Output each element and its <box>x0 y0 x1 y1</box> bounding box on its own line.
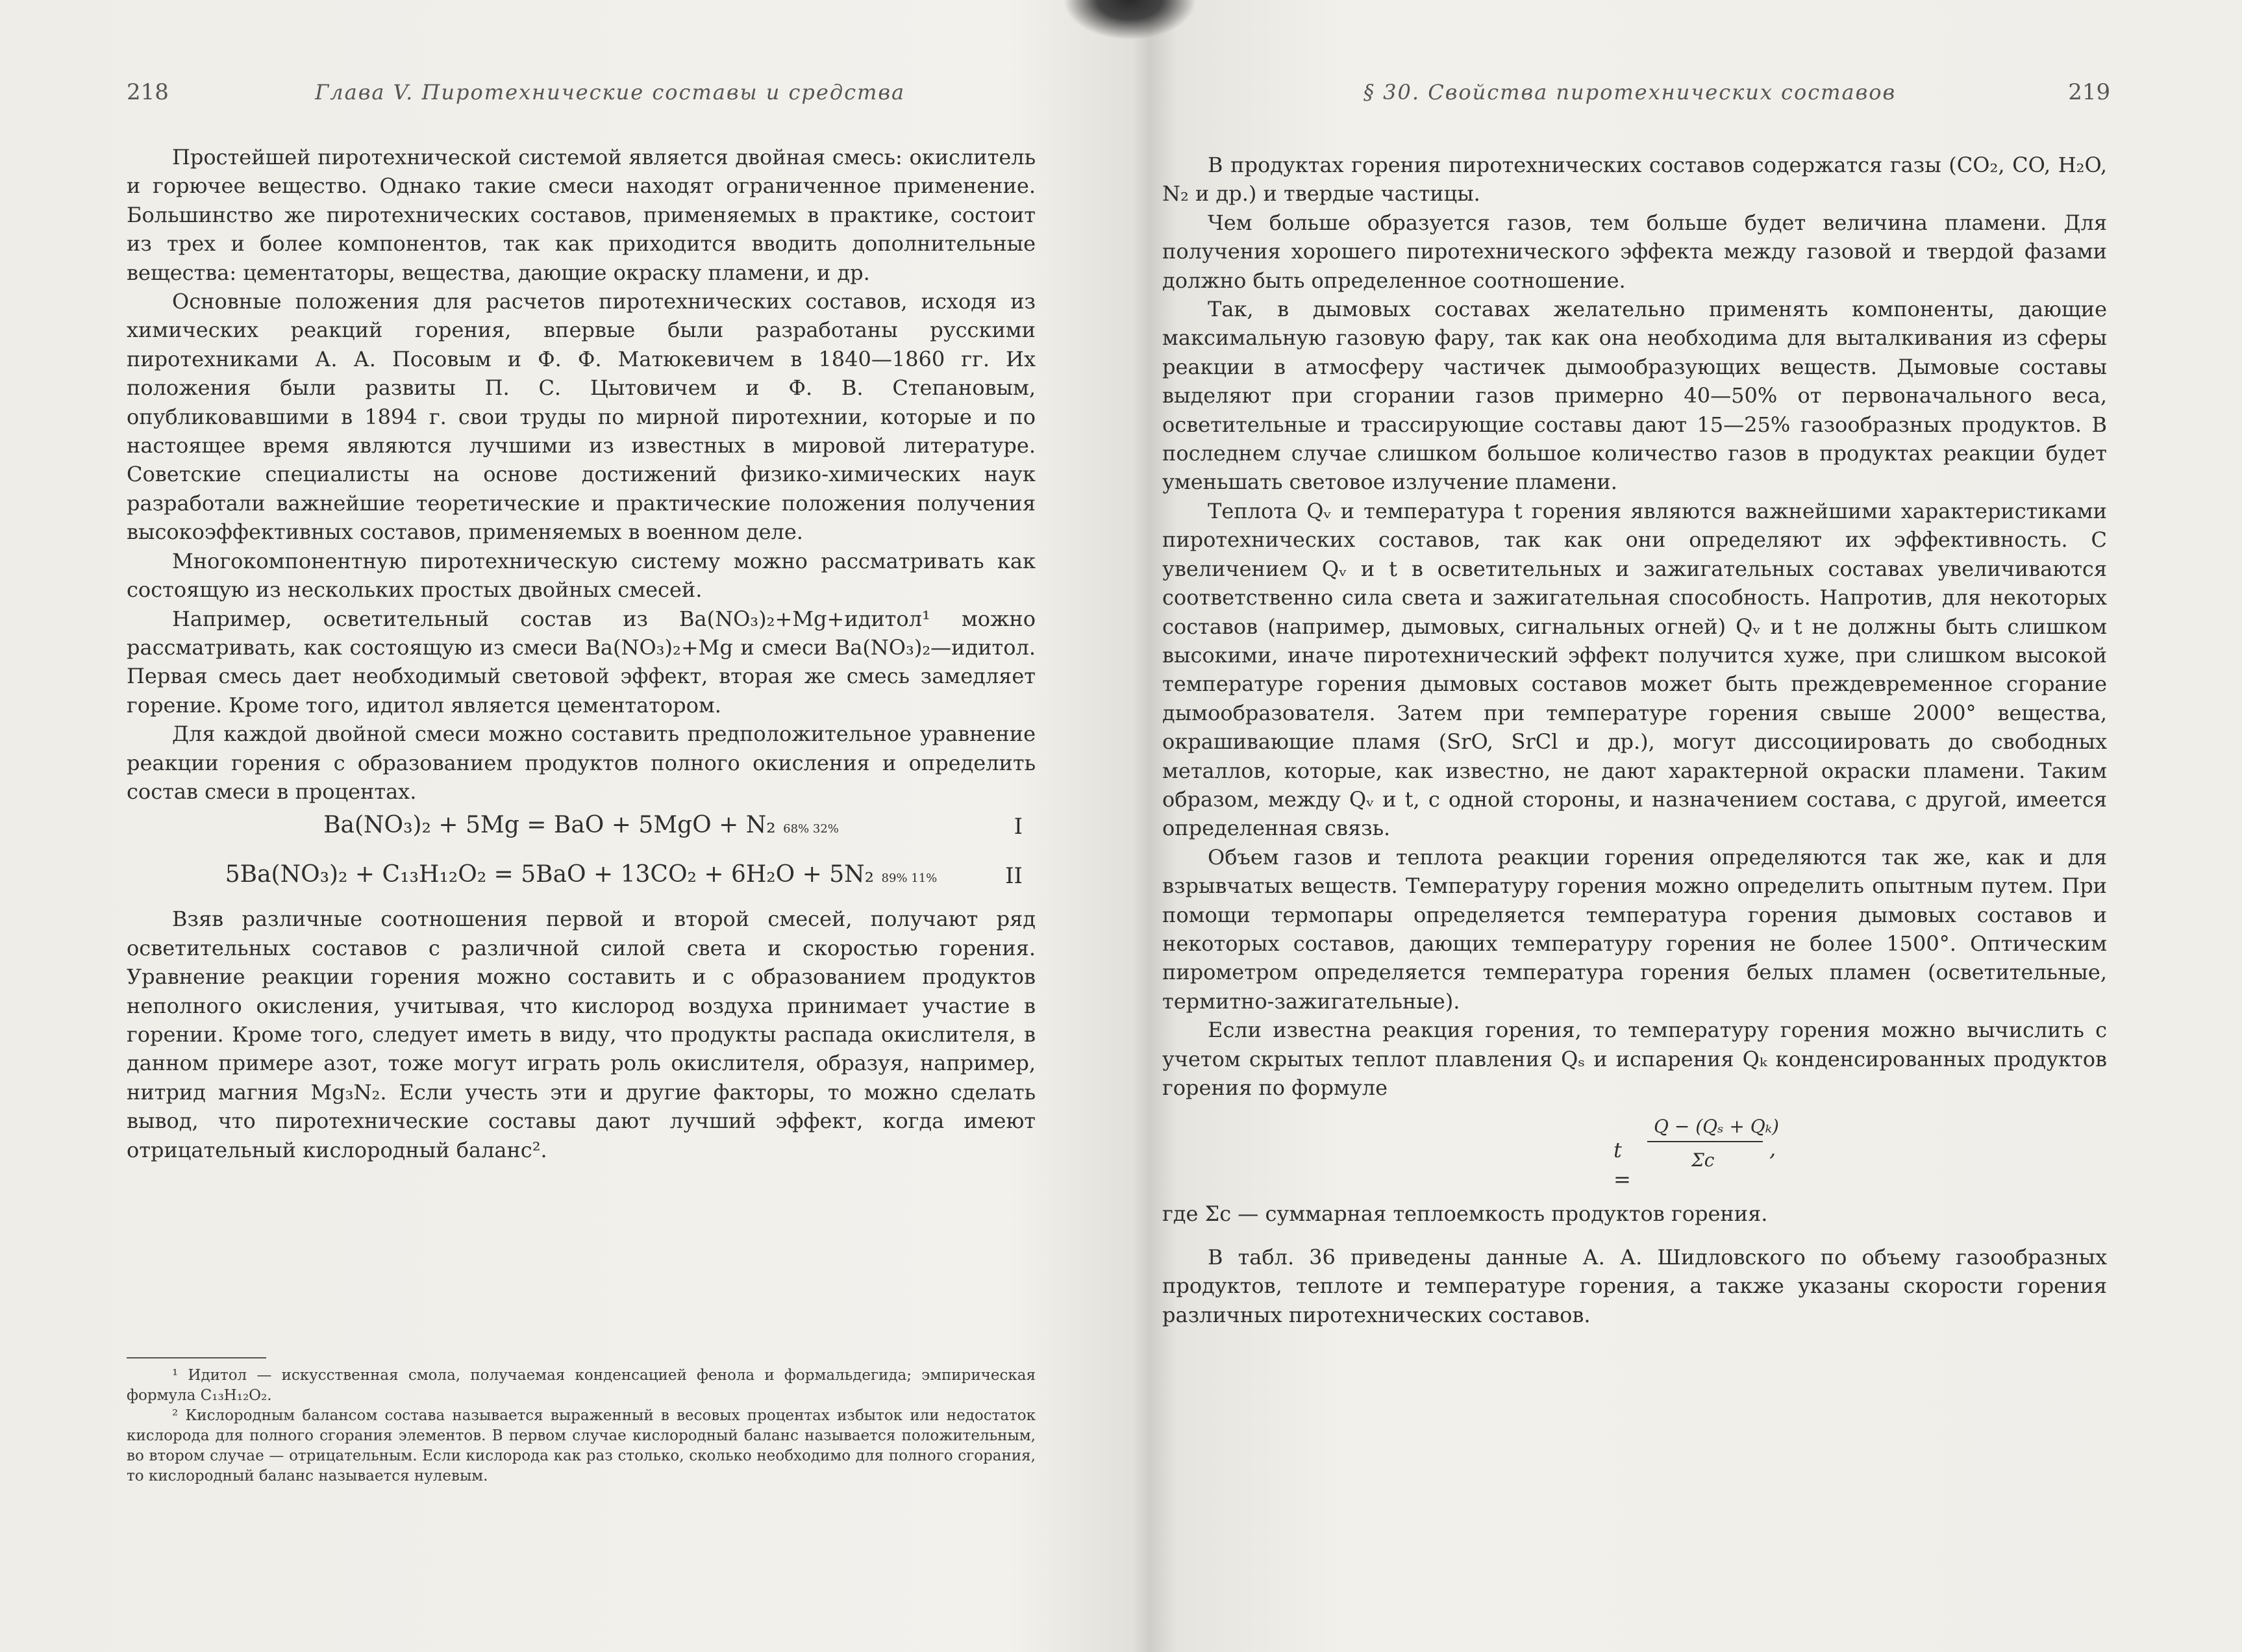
paragraph: Объем газов и теплота реакции горения определяются так же, как и для взрывчатых веществ. Температуру горения можно определить опытным путем. При помощи термопары определяется температура горения дымовых составов и некоторых составов, дающих температуру горения не более 1500°. Оптическим пирометром определяется температура горения белых пламен (осветительные, термитно-зажигательные). <box>1162 844 2107 1014</box>
paragraph: Например, осветительный состав из Ba(NO₃)₂+Mg+идитол¹ можно рассматривать, как состоящую из смеси Ba(NO₃)₂+Mg и смеси Ba(NO₃)₂—идитол. Первая смесь дает необходимый световой эффект, вторая же смесь замедляет горение. Кроме того, идитол является цементатором. <box>127 606 1036 718</box>
equation-label: II <box>1005 863 1023 890</box>
formula-denominator: Σc <box>1691 1149 1715 1171</box>
left-chapter-title: Глава V. Пиротехнические составы и средства <box>315 80 906 105</box>
right-running-head <box>1364 79 2110 105</box>
footnote-2: ² Кислородным балансом состава называется выраженный в весовых процентах избыток или недостаток кислорода для полного сгорания элементов. В первом случае кислородный баланс называется положительным, во втором случае — отрицательным. Если кислорода как раз столько, сколько необходимо для полного сгорания, то кислородный баланс называется нулевым. <box>127 1407 1036 1484</box>
formula-lhs: t = <box>1613 1138 1631 1192</box>
paragraph: Многокомпонентную пиротехническую систему можно рассматривать как состоящую из нескольких простых двойных смесей. <box>127 548 1036 603</box>
paragraph: Основные положения для расчетов пиротехнических составов, исходя из химических реакций горения, впервые были разработаны русскими пиротехниками А. А. Посовым и Ф. Ф. Матюкевичем в 1840—1860 гг. Их положения были развиты П. С. Цытовичем и Ф. В. Степановым, опубликовавшими в 1894 г. свои труды по мирной пиротехнии, которые и по настоящее время являются лучшими из известных в мировой литературе. Советские специалисты на основе достижений физико-химических наук разработали важнейшие теоретические и практические положения получения высокоэффективных составов, применяемых в военном деле. <box>127 289 1036 545</box>
paragraph: Простейшей пиротехнической системой является двойная смесь: окислитель и горючее вещество. Однако такие смеси находят ограниченное применение. Большинство же пиротехнических составов, применяемых в практике, состоит из трех и более компонентов, так как приходится вводить дополнительные вещества: цементаторы, вещества, дающие окраску пламени, и др. <box>127 145 1036 285</box>
paragraph: Если известна реакция горения, то температуру горения можно вычислить с учетом скрытых теплот плавления Qₛ и испарения Qₖ конденсированных продуктов горения по формуле <box>1162 1018 2107 1100</box>
equation-percents: 89% 11% <box>881 871 938 886</box>
equation-percents: 68% 32% <box>783 822 839 836</box>
paragraph: Так, в дымовых составах желательно применять компоненты, дающие максимальную газовую фару, так как она необходима для выталкивания из сферы реакции в атмосферу частичек дымообразующих веществ. Дымовые составы выделяют при сгорании газов примерно 40—50% от первоначального веса, осветительные и трассирующие составы дают 15—25% газообразных продуктов. В последнем случае слишком большое количество газов в продуктах реакции будет уменьшать световое излучение пламени. <box>1162 297 2107 495</box>
fraction-bar <box>1647 1141 1763 1142</box>
paragraph: В продуктах горения пиротехнических составов содержатся газы (CO₂, CO, H₂O, N₂ и др.) и твердые частицы. <box>1162 153 2107 206</box>
equation-text: 5Ba(NO₃)₂ + C₁₃H₁₂O₂ = 5BaO + 13CO₂ + 6H₂O + 5N₂ <box>225 861 875 888</box>
equation-text: Ba(NO₃)₂ + 5Mg = BaO + 5MgO + N₂ <box>323 812 776 839</box>
right-text-column <box>1162 151 2107 1329</box>
footnote-1: ¹ Идитол — искусственная смола, получаемая конденсацией фенола и формальдегида; эмпирическая формула C₁₃H₁₂O₂. <box>127 1367 1036 1404</box>
temperature-formula <box>1162 1102 2107 1199</box>
right-page-number: 219 <box>2068 79 2111 105</box>
footnotes <box>127 1366 1036 1486</box>
left-text-column <box>127 143 1036 1164</box>
where-line: где Σc — суммарная теплоемкость продуктов горения. <box>1162 1201 1768 1227</box>
paragraph: В табл. 36 приведены данные А. А. Шидловского по объему газообразных продуктов, теплоте и температуре горения, а также указаны скорости горения различных пиротехнических составов. <box>1162 1244 2107 1327</box>
equation-ii <box>127 855 1036 905</box>
right-section-title: § 30. Свойства пиротехнических составов <box>1364 80 1897 105</box>
left-page-number: 218 <box>127 79 169 105</box>
paragraph: Для каждой двойной смеси можно составить предположительное уравнение реакции горения с образованием продуктов полного окисления и определить состав смеси в процентах. <box>127 721 1036 804</box>
left-page <box>0 0 1104 1652</box>
paragraph: Взяв различные соотношения первой и второй смесей, получают ряд осветительных составов с различной силой света и скоростью горения. Уравнение реакции горения можно составить и с образованием продуктов неполного окисления, учитывая, что кислород воздуха принимает участие в горении. Кроме того, следует иметь в виду, что продукты распада окислителя, в данном примере азот, тоже могут играть роль окислителя, образуя, например, нитрид магния Mg₃N₂. Если учесть эти и другие факторы, то можно сделать вывод, что пиротехнические составы дают лучший эффект, когда имеют отрицательный кислородный баланс². <box>127 907 1036 1162</box>
formula-numerator: Q − (Qₛ + Qₖ) <box>1654 1116 1779 1138</box>
equation-i <box>127 806 1036 855</box>
paragraph: Чем больше образуется газов, тем больше будет величина пламени. Для получения хорошего пиротехнического эффекта между газовой и твердой фазами должно быть определенное соотношение. <box>1162 210 2107 293</box>
formula-trail: , <box>1769 1136 1776 1162</box>
right-page <box>1104 0 2242 1652</box>
left-running-head <box>127 79 905 105</box>
equation-label: I <box>1014 814 1023 840</box>
paragraph: Теплота Qᵥ и температура t горения являются важнейшими характеристиками пиротехнических составов, так как они определяют их эффективность. С увеличением Qᵥ и t в осветительных и зажигательных составах увеличиваются соответственно сила света и зажигательная способность. Напротив, для некоторых составов (например, дымовых, сигнальных огней) Qᵥ и t не должны быть слишком высокими, иначе пиротехнический эффект получится хуже, при слишком высокой температуре горения дымовых составов может быть преждевременное сгорание дымообразователя. Затем при температуре горения свыше 2000° вещества, окрашивающие пламя (SrO, SrCl и др.), могут диссоциировать до свободных металлов, которые, как известно, не дают характерной окраски пламени. Таким образом, между Qᵥ и t, с одной стороны, и назначением состава, с другой, имеется определенная связь. <box>1162 498 2107 841</box>
footnote-rule <box>127 1357 266 1358</box>
